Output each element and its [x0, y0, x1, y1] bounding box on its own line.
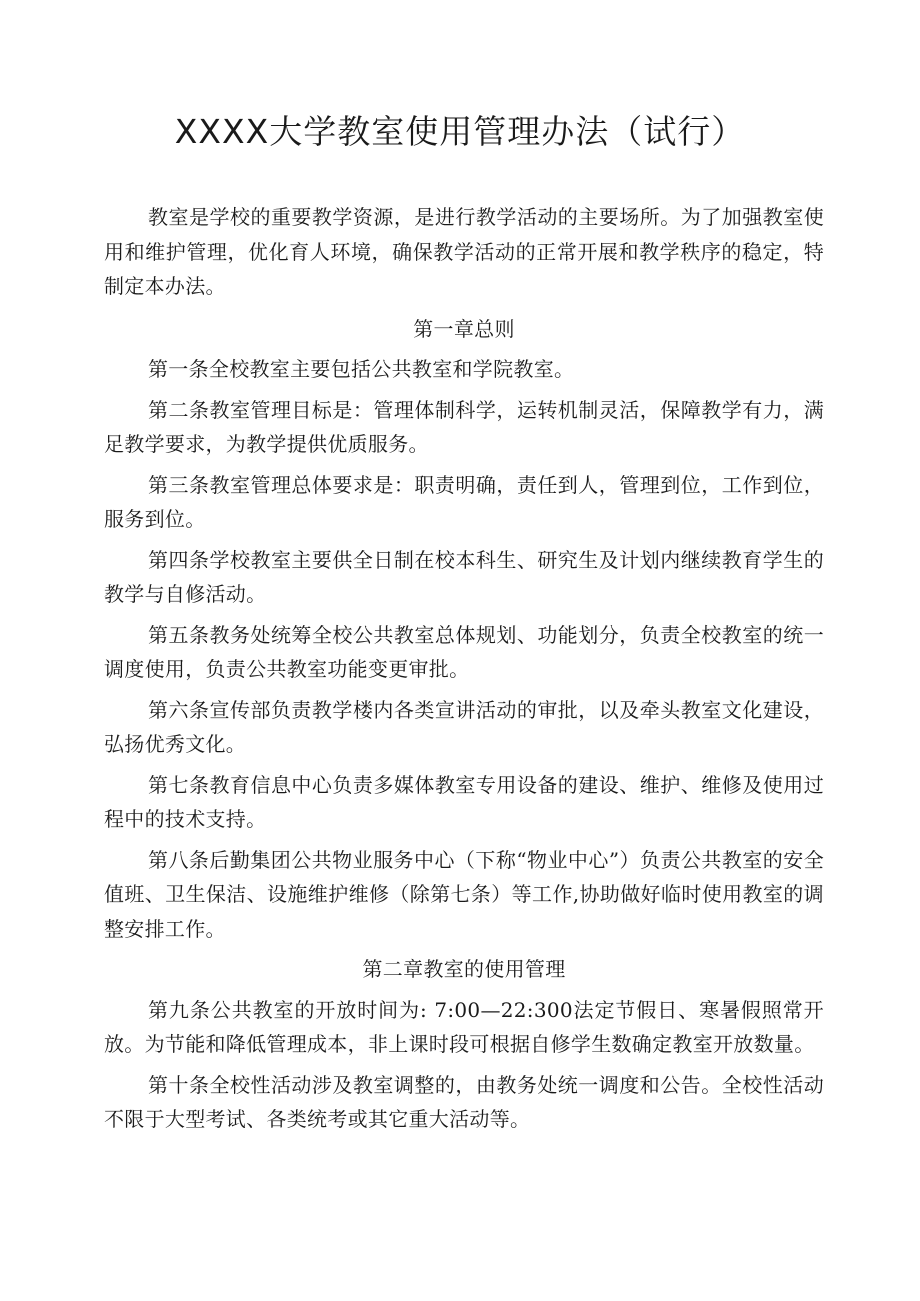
- article-1: 第一条全校教室主要包括公共教室和学院教室。: [148, 357, 575, 381]
- intro-paragraph: 教室是学校的重要教学资源，是进行教学活动的主要场所。为了加强教室使用和维护管理，优化育人环境，确保教学活动的正常开展和教学秩序的稳定，特制定本办法。: [104, 205, 824, 298]
- chapter-1-heading: 第一章总则: [413, 316, 515, 341]
- article-3: 第三条教室管理总体要求是：职责明确，责任到人，管理到位，工作到位，服务到位。: [104, 472, 824, 531]
- article-4: 第四条学校教室主要供全日制在校本科生、研究生及计划内继续教育学生的教学与自修活动。: [104, 547, 824, 606]
- article-10: 第十条全校性活动涉及教室调整的，由教务处统一调度和公告。全校性活动不限于大型考试、各类统考或其它重大活动等。: [104, 1072, 824, 1131]
- article-7: 第七条教育信息中心负责多媒体教室专用设备的建设、维护、维修及使用过程中的技术支持。: [104, 772, 824, 831]
- article-9: 第九条公共教室的开放时间为: 7:00—22:300法定节假日、寒暑假照常开放。为节能和降低管理成本，非上课时段可根据自修学生数确定教室开放数量。: [104, 997, 824, 1056]
- chapter-2-heading: 第二章教室的使用管理: [362, 957, 566, 981]
- document-title: XXXX大学教室使用管理办法（试行）: [174, 112, 746, 151]
- article-6: 第六条宣传部负责教学楼内各类宣讲活动的审批，以及牵头教室文化建设，弘扬优秀文化。: [104, 697, 824, 756]
- document-body: [104, 200, 824, 1143]
- article-5: 第五条教务处统筹全校公共教室总体规划、功能划分，负责全校教室的统一调度使用，负责公共教室功能变更审批。: [104, 622, 824, 681]
- article-8: 第八条后勤集团公共物业服务中心（下称“物业中心”）负责公共教室的安全值班、卫生保洁、设施维护维修（除第七条）等工作,协助做好临时使用教室的调整安排工作。: [104, 847, 824, 941]
- article-2: 第二条教室管理目标是：管理体制科学，运转机制灵活，保障教学有力，满足教学要求，为教学提供优质服务。: [104, 397, 824, 456]
